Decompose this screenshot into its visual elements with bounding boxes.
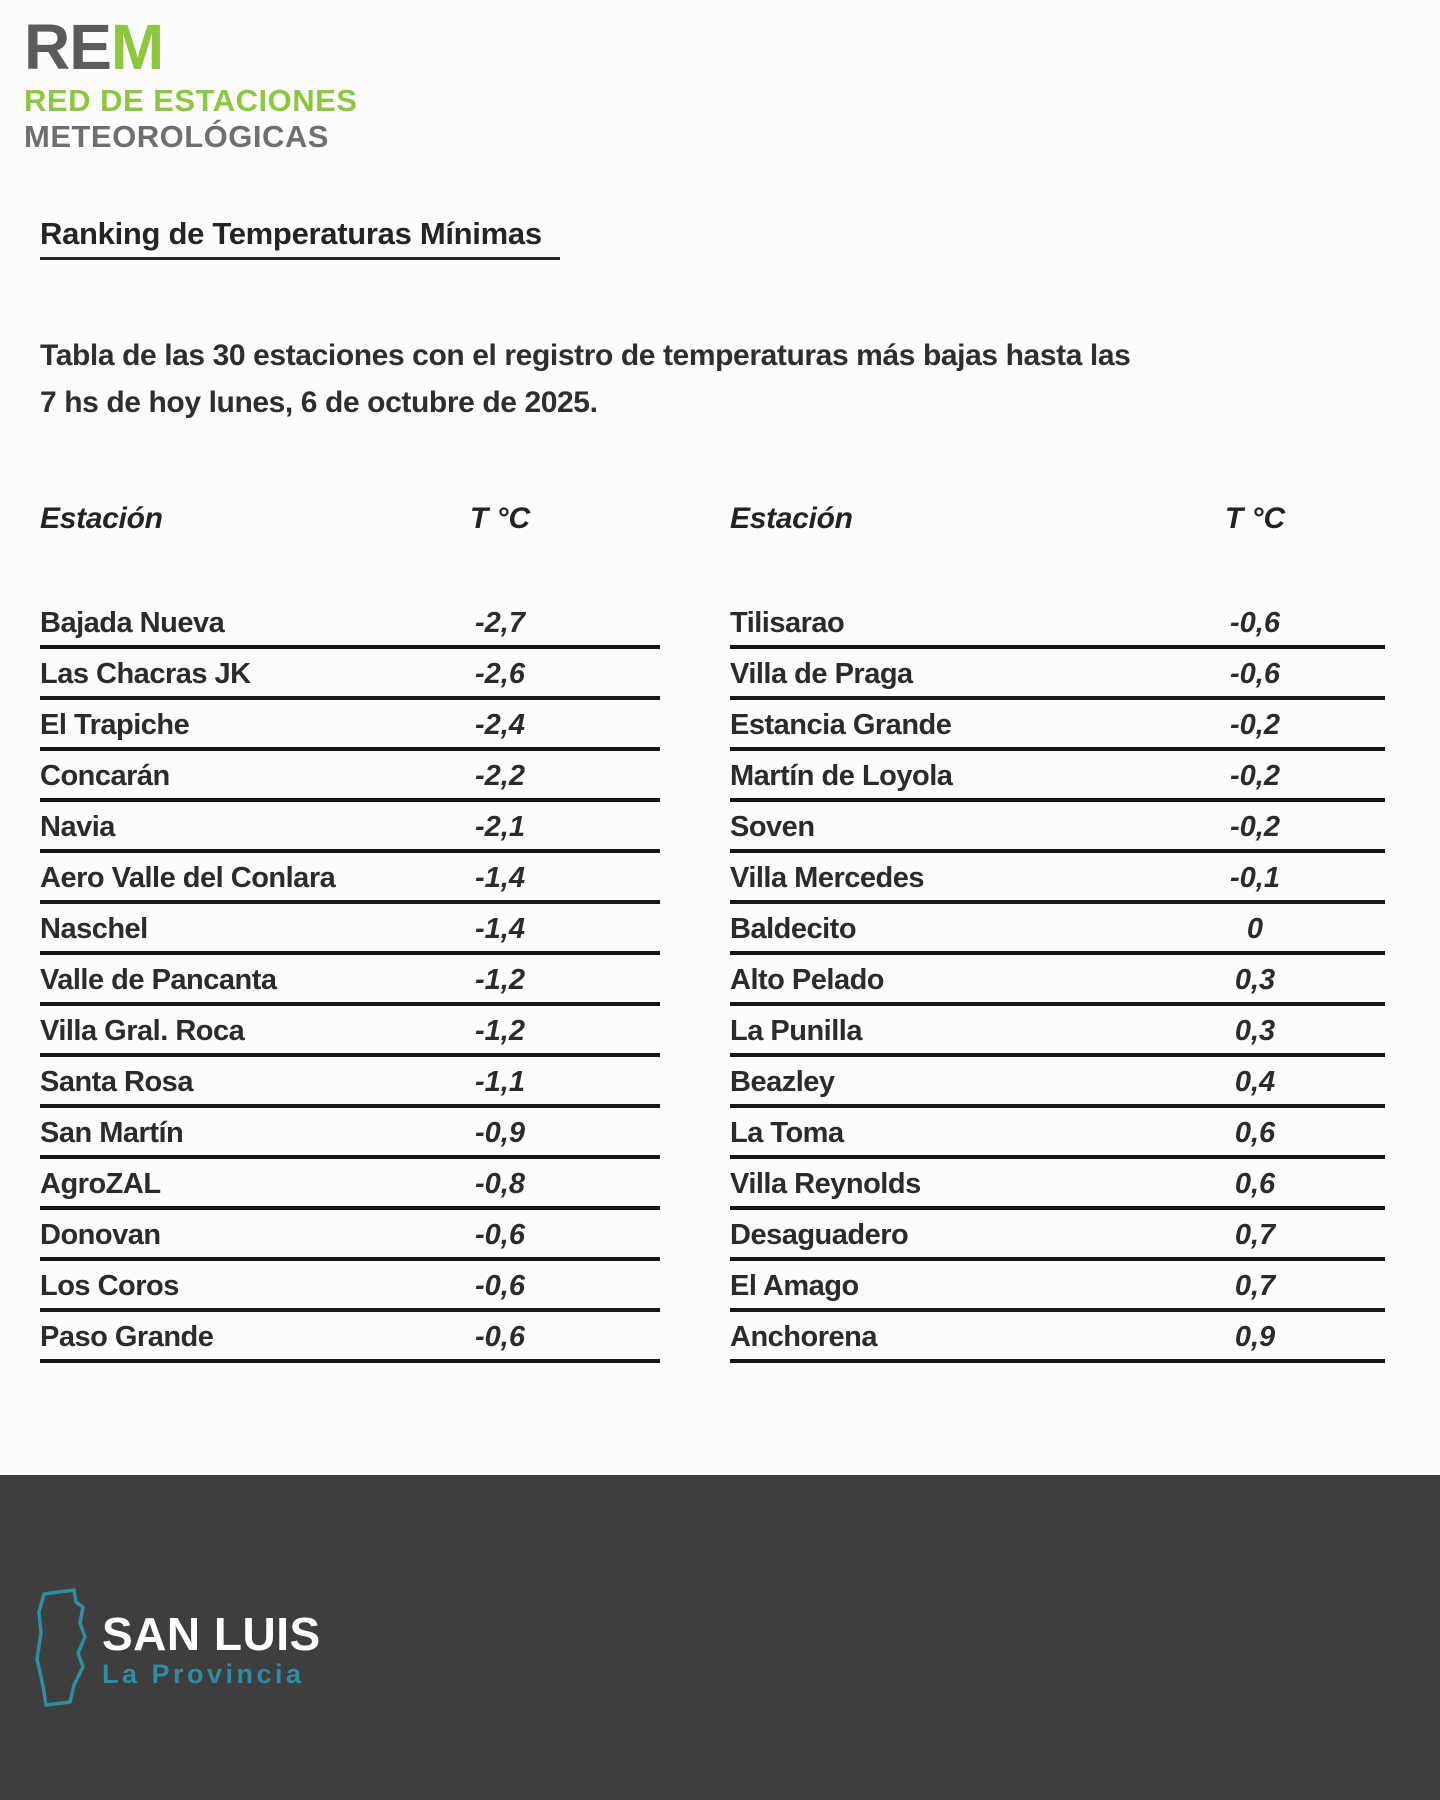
temperature-value: -0,6 bbox=[475, 1321, 525, 1354]
left-table-header bbox=[40, 502, 660, 536]
station-name: Alto Pelado bbox=[730, 964, 885, 997]
table-row bbox=[730, 700, 1385, 751]
right-table bbox=[730, 502, 1385, 1363]
station-name: Navia bbox=[40, 811, 115, 844]
table-row bbox=[40, 1108, 660, 1159]
table-row bbox=[40, 1312, 660, 1363]
table-row bbox=[730, 1210, 1385, 1261]
ranking-tables bbox=[40, 502, 1440, 1363]
temperature-value: -0,6 bbox=[1230, 658, 1280, 691]
station-name: Anchorena bbox=[730, 1321, 877, 1354]
table-row bbox=[730, 853, 1385, 904]
station-name: San Martín bbox=[40, 1117, 184, 1150]
temperature-value: 0 bbox=[1246, 913, 1264, 946]
temperature-value: -0,2 bbox=[1230, 760, 1280, 793]
footer-brand: SAN LUIS bbox=[102, 1607, 321, 1660]
table-row bbox=[40, 1159, 660, 1210]
right-table-body bbox=[730, 598, 1385, 1363]
temperature-value: -0,9 bbox=[475, 1117, 525, 1150]
temperature-value: -0,6 bbox=[475, 1219, 525, 1252]
table-row bbox=[730, 1057, 1385, 1108]
table-row bbox=[40, 904, 660, 955]
station-column-header: Estación bbox=[40, 502, 163, 536]
station-name: Valle de Pancanta bbox=[40, 964, 277, 997]
table-row bbox=[730, 1159, 1385, 1210]
station-name: Desaguadero bbox=[730, 1219, 909, 1252]
table-row bbox=[40, 802, 660, 853]
rem-acronym bbox=[24, 11, 1440, 83]
rem-acronym-green: M bbox=[110, 11, 164, 83]
footer-subtitle: La Provincia bbox=[102, 1658, 305, 1689]
station-name: Baldecito bbox=[730, 913, 857, 946]
station-name: Soven bbox=[730, 811, 815, 844]
left-table-body bbox=[40, 598, 660, 1363]
description-text: Tabla de las 30 estaciones con el registro de temperaturas más bajas hasta las 7 hs de hoy lunes, 6 de octubre de 2025. bbox=[40, 339, 1131, 420]
station-column-header: Estación bbox=[730, 502, 853, 536]
temperature-value: -1,2 bbox=[475, 964, 525, 997]
temperature-value: -1,4 bbox=[475, 862, 525, 895]
temperature-value: -0,8 bbox=[475, 1168, 525, 1201]
table-row bbox=[40, 700, 660, 751]
station-name: El Trapiche bbox=[40, 709, 190, 742]
temperature-column-header: T °C bbox=[1224, 502, 1286, 536]
station-name: Santa Rosa bbox=[40, 1066, 193, 1099]
station-name: Martín de Loyola bbox=[730, 760, 953, 793]
temperature-value: 0,7 bbox=[1234, 1270, 1276, 1303]
table-row bbox=[40, 1006, 660, 1057]
station-name: Bajada Nueva bbox=[40, 607, 225, 640]
temperature-value: -1,2 bbox=[475, 1015, 525, 1048]
temperature-value: -2,2 bbox=[475, 760, 525, 793]
footer-band bbox=[0, 1475, 1440, 1800]
table-row bbox=[730, 1108, 1385, 1159]
table-row bbox=[730, 649, 1385, 700]
temperature-value: 0,3 bbox=[1234, 964, 1276, 997]
temperature-value: -1,4 bbox=[475, 913, 525, 946]
temperature-value: 0,3 bbox=[1234, 1015, 1276, 1048]
station-name: Paso Grande bbox=[40, 1321, 214, 1354]
station-name: Las Chacras JK bbox=[40, 658, 251, 691]
station-name: Los Coros bbox=[40, 1270, 179, 1303]
table-row bbox=[40, 598, 660, 649]
rem-logo-line2: METEOROLÓGICAS bbox=[24, 118, 329, 154]
table-row bbox=[40, 1210, 660, 1261]
station-name: El Amago bbox=[730, 1270, 859, 1303]
table-row bbox=[730, 802, 1385, 853]
table-row bbox=[40, 955, 660, 1006]
station-name: Concarán bbox=[40, 760, 170, 793]
table-row bbox=[730, 1006, 1385, 1057]
right-table-header bbox=[730, 502, 1385, 536]
table-row bbox=[40, 853, 660, 904]
left-table bbox=[40, 502, 660, 1363]
station-name: Naschel bbox=[40, 913, 148, 946]
temperature-value: -2,1 bbox=[475, 811, 525, 844]
temperature-value: -0,2 bbox=[1230, 709, 1280, 742]
station-name: Estancia Grande bbox=[730, 709, 952, 742]
station-name: Aero Valle del Conlara bbox=[40, 862, 336, 895]
rem-acronym-gray: RE bbox=[24, 11, 111, 83]
footer-text-block bbox=[102, 1607, 321, 1690]
temperature-value: -0,6 bbox=[475, 1270, 525, 1303]
temperature-value: -0,6 bbox=[1230, 607, 1280, 640]
temperature-value: 0,4 bbox=[1234, 1066, 1276, 1099]
station-name: Villa Mercedes bbox=[730, 862, 924, 895]
temperature-value: -2,7 bbox=[475, 607, 525, 640]
temperature-value: 0,9 bbox=[1234, 1321, 1276, 1354]
temperature-value: -0,1 bbox=[1230, 862, 1280, 895]
table-row bbox=[730, 955, 1385, 1006]
table-row bbox=[730, 904, 1385, 955]
station-name: Donovan bbox=[40, 1219, 161, 1252]
table-row bbox=[730, 1312, 1385, 1363]
temperature-value: -0,2 bbox=[1230, 811, 1280, 844]
station-name: AgroZAL bbox=[40, 1168, 161, 1201]
table-row bbox=[40, 751, 660, 802]
temperature-value: -1,1 bbox=[475, 1066, 525, 1099]
page-title: Ranking de Temperaturas Mínimas bbox=[40, 216, 560, 260]
station-name: Villa Gral. Roca bbox=[40, 1015, 245, 1048]
station-name: Villa Reynolds bbox=[730, 1168, 921, 1201]
temperature-column-header: T °C bbox=[469, 502, 531, 536]
table-row bbox=[730, 1261, 1385, 1312]
san-luis-logo bbox=[0, 1475, 1440, 1713]
temperature-value: 0,6 bbox=[1234, 1168, 1276, 1201]
station-name: Tilisarao bbox=[730, 607, 845, 640]
table-row bbox=[40, 1261, 660, 1312]
table-row bbox=[40, 649, 660, 700]
temperature-value: 0,6 bbox=[1234, 1117, 1276, 1150]
temperature-value: 0,7 bbox=[1234, 1219, 1276, 1252]
province-outline-icon bbox=[28, 1587, 92, 1713]
table-row bbox=[40, 1057, 660, 1108]
station-name: Beazley bbox=[730, 1066, 835, 1099]
temperature-value: -2,6 bbox=[475, 658, 525, 691]
temperature-value: -2,4 bbox=[475, 709, 525, 742]
station-name: La Punilla bbox=[730, 1015, 862, 1048]
table-row bbox=[730, 598, 1385, 649]
rem-logo-line1: RED DE ESTACIONES bbox=[24, 83, 358, 119]
station-name: Villa de Praga bbox=[730, 658, 913, 691]
station-name: La Toma bbox=[730, 1117, 844, 1150]
table-row bbox=[730, 751, 1385, 802]
rem-logo bbox=[0, 0, 1440, 154]
